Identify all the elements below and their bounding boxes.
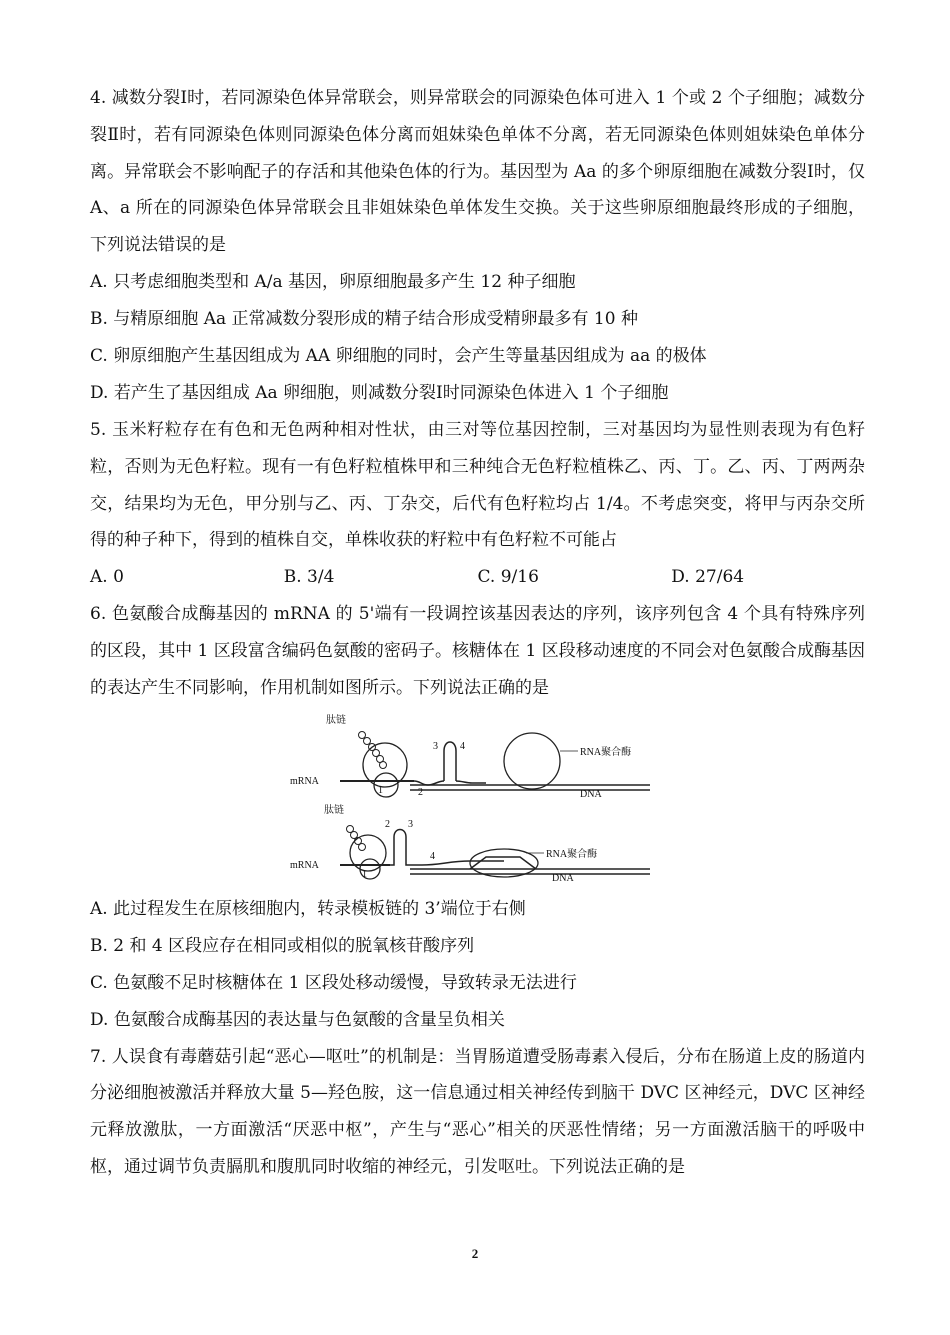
diagram-top: [290, 713, 650, 800]
label-region4-top: 4: [460, 740, 465, 752]
q4-option-a: A. 只考虑细胞类型和 A/a 基因，卵原细胞最多产生 12 种子细胞: [90, 271, 576, 292]
label-region3-top: 3: [433, 740, 438, 752]
q6-stem: 6. 色氨酸合成酶基因的 mRNA 的 5'端有一段调控该基因表达的序列，该序列包含 4 个具有特殊序列的区段，其中 1 区段富含编码色氨酸的密码子。核糖体在 1 区段移动速度的不同会对色氨酸合成酶基因的表达产生不同影响，作用机制如图所示。下列说法正确的是: [90, 604, 865, 698]
label-dna-top: DNA: [580, 788, 602, 800]
diagram-bottom: [290, 803, 650, 884]
q4-option-b: B. 与精原细胞 Aa 正常减数分裂形成的精子结合形成受精卵最多有 10 种: [90, 308, 638, 329]
q5-option-a: A. 0: [90, 567, 124, 588]
label-region3-bottom: 3: [408, 818, 413, 830]
dna-bubble-bottom: [470, 857, 536, 869]
q5-stem: 5. 玉米籽粒存在有色和无色两种相对性状，由三对等位基因控制，三对基因均为显性则表现为有色籽粒，否则为无色籽粒。现有一有色籽粒植株甲和三种纯合无色籽粒植株乙、丙、丁。乙、丙、丁两两杂交，结果均为无色，甲分别与乙、丙、丁杂交，后代有色籽粒均占 1/4。不考虑突变，将甲与丙杂交所得的种子种下，得到的植株自交，单株收获的籽粒中有色籽粒不可能占: [90, 419, 865, 551]
label-region2-bottom: 2: [385, 818, 390, 830]
label-peptide-bottom: 肽链: [324, 804, 344, 816]
q6-option-b: B. 2 和 4 区段应存在相同或相似的脱氧核苷酸序列: [90, 935, 475, 956]
peptide-chain-bottom: [347, 825, 366, 850]
hairpin-23-bottom: [390, 829, 422, 865]
label-region2-top: 2: [418, 786, 423, 798]
mrna-tail-top: [456, 781, 486, 783]
q4-option-c: C. 卵原细胞产生基因组成为 AA 卵细胞的同时，会产生等量基因组成为 aa 的极体: [90, 345, 707, 366]
label-mrna-bottom: mRNA: [290, 859, 319, 871]
q6-option-c: C. 色氨酸不足时核糖体在 1 区段处移动缓慢，导致转录无法进行: [90, 972, 577, 993]
q5-options: [90, 559, 865, 596]
label-region1-top: 1: [378, 784, 383, 796]
hairpin-34-top: [444, 742, 456, 781]
rna-polymerase-top: [504, 733, 560, 789]
q4-stem: 4. 减数分裂Ⅰ时，若同源染色体异常联会，则异常联会的同源染色体可进入 1 个或 2 个子细胞；减数分裂Ⅱ时，若有同源染色体则同源染色体分离而姐妹染色单体不分离，若无同源染色体则姐妹染色单体分离。异常联会不影响配子的存活和其他染色体的行为。基因型为 Aa 的多个卵原细胞在减数分裂Ⅰ时，仅 A、a 所在的同源染色体异常联会且非姐妹染色单体发生交换。关于这些卵原细胞最终形成的子细胞，下列说法错误的是: [90, 88, 865, 256]
q4-option-d: D. 若产生了基因组成 Aa 卵细胞，则减数分裂Ⅰ时同源染色体进入 1 个子细胞: [90, 382, 669, 403]
label-peptide-top: 肽链: [326, 714, 346, 726]
label-dna-bottom: DNA: [552, 872, 574, 884]
q5-option-c: C. 9/16: [477, 567, 539, 588]
attenuation-figure: [90, 707, 865, 891]
label-rnap-bottom: RNA聚合酶: [546, 848, 598, 860]
label-region1-bottom: 1: [362, 868, 367, 880]
q6-option-a: A. 此过程发生在原核细胞内，转录模板链的 3’端位于右侧: [90, 898, 526, 919]
label-mrna-top: mRNA: [290, 775, 319, 787]
label-region4-bottom: 4: [430, 850, 435, 862]
q6-option-d: D. 色氨酸合成酶基因的表达量与色氨酸的含量呈负相关: [90, 1009, 505, 1030]
page-number: 2: [471, 1246, 479, 1261]
page-content: [90, 80, 865, 1186]
q5-option-b: B. 3/4: [283, 567, 335, 588]
label-rnap-top: RNA聚合酶: [580, 746, 632, 758]
q5-option-d: D. 27/64: [671, 567, 745, 588]
q7-stem: 7. 人误食有毒蘑菇引起“恶心—呕吐”的机制是：当胃肠道遭受肠毒素入侵后，分布在肠道上皮的肠道内分泌细胞被激活并释放大量 5—羟色胺，这一信息通过相关神经传到脑干 DVC 区神经元，DVC 区神经元释放激肽，一方面激活“厌恶中枢”，产生与“恶心”相关的厌恶性情绪；另一方面激活脑干的呼吸中枢，通过调节负责膈肌和腹肌同时收缩的神经元，引发呕吐。下列说法正确的是: [90, 1046, 865, 1177]
attenuation-diagram: [290, 713, 670, 885]
